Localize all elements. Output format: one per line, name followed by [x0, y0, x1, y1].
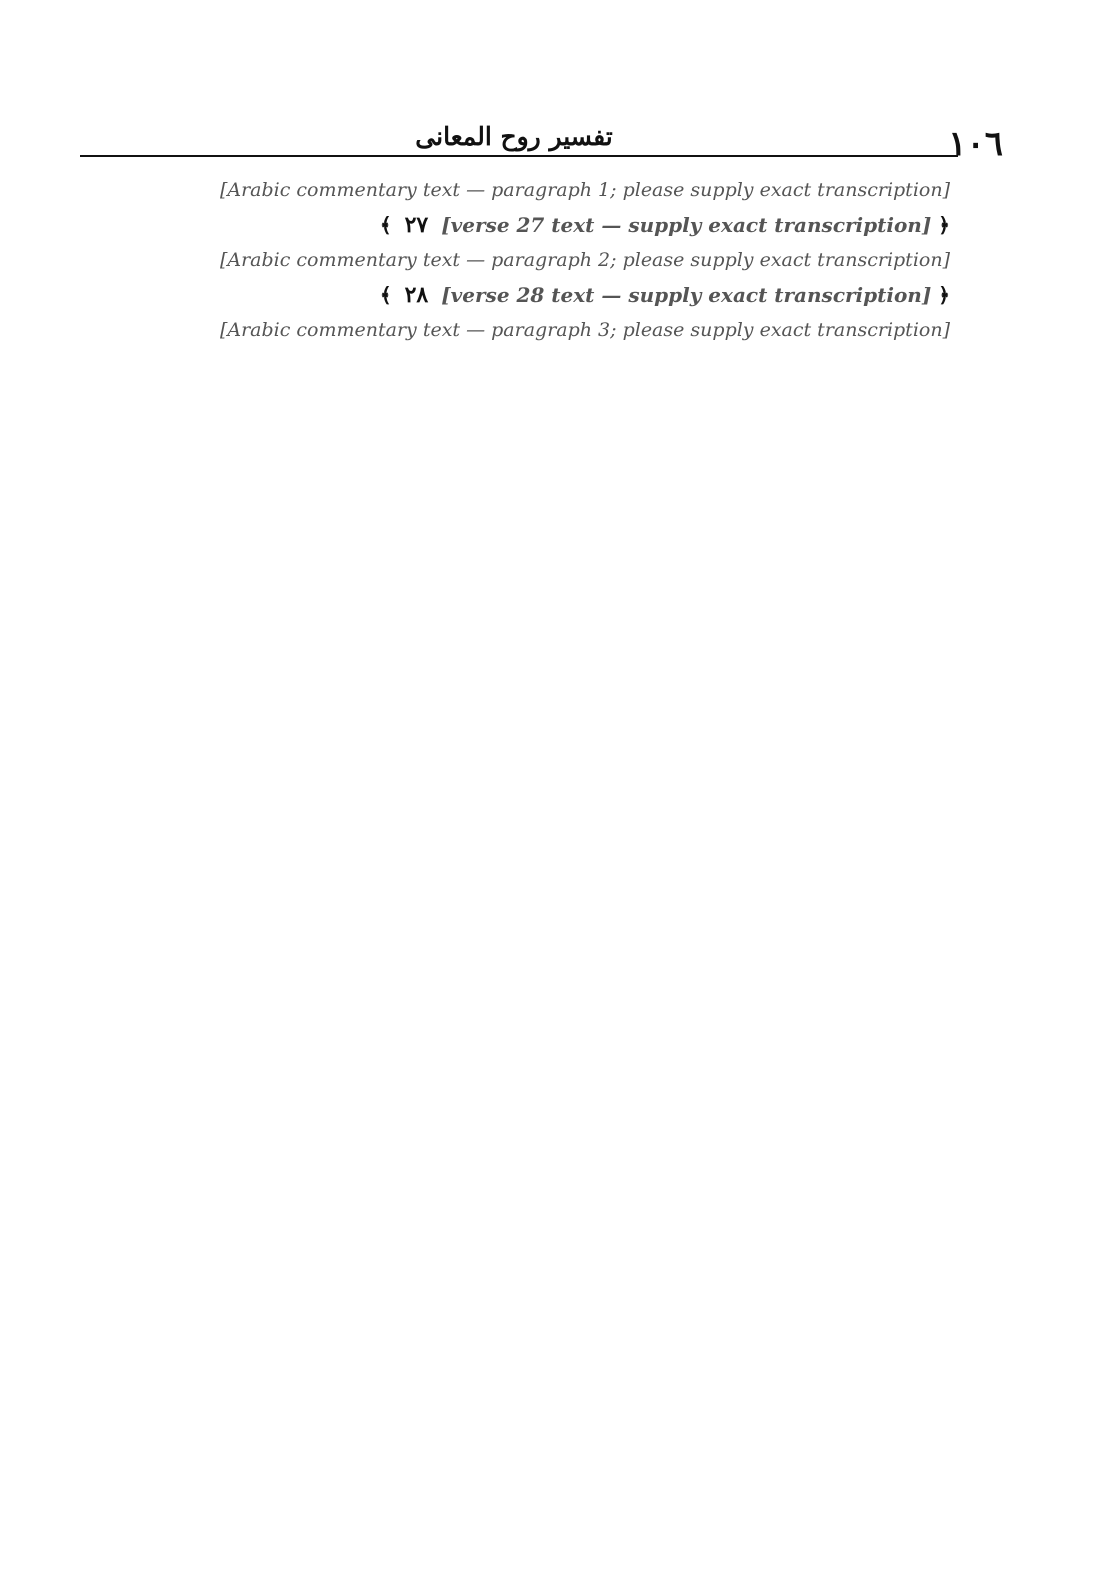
page-number: ١٠٦: [948, 124, 1003, 164]
commentary-paragraph: [Arabic commentary text — paragraph 2; please supply exact transcription]: [219, 249, 950, 271]
verse-open-bracket: ﴿: [938, 213, 950, 237]
header-rule: [80, 155, 958, 157]
ayah-number: ٢٨: [404, 282, 429, 308]
running-title: تفسير روح المعانى: [415, 122, 613, 151]
quran-verse-28: [15, 282, 950, 308]
commentary-paragraph: [Arabic commentary text — paragraph 3; please supply exact transcription]: [219, 319, 950, 341]
ayah-number: ٢٧: [404, 212, 429, 238]
page-body: [15, 172, 950, 1548]
verse-close-bracket: ﴾: [379, 213, 392, 237]
verse-text: [verse 27 text — supply exact transcription]: [441, 213, 932, 237]
quran-verse-27: [15, 212, 950, 238]
page-header: [70, 118, 1003, 164]
verse-text: [verse 28 text — supply exact transcription]: [441, 283, 932, 307]
verse-open-bracket: ﴿: [938, 283, 950, 307]
verse-close-bracket: ﴾: [379, 283, 392, 307]
commentary-paragraph: [Arabic commentary text — paragraph 1; please supply exact transcription]: [219, 179, 950, 201]
